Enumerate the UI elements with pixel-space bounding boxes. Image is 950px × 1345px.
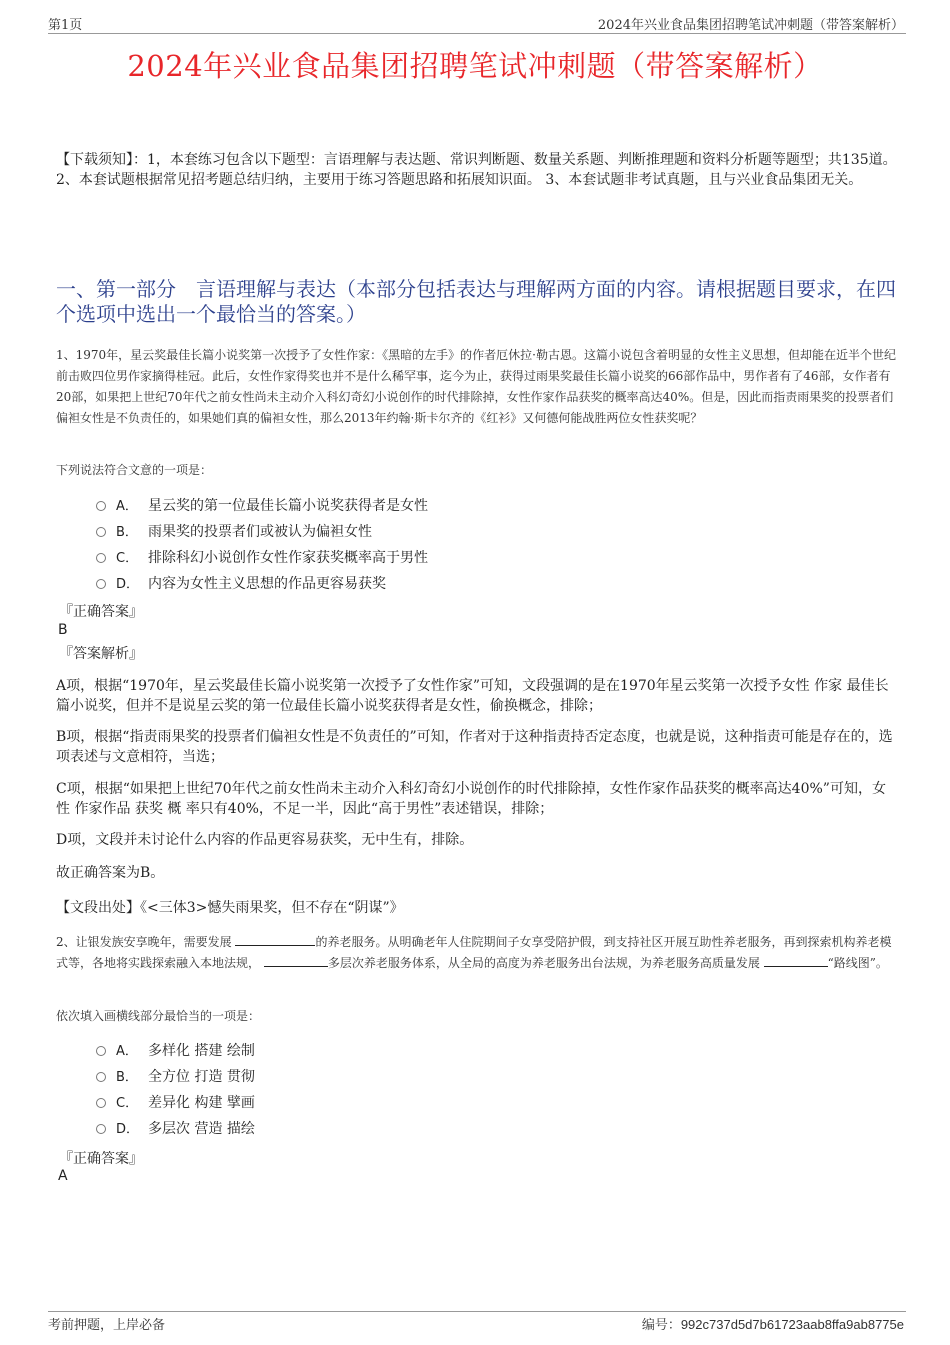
download-notice: 【下载须知】：1，本套练习包含以下题型：言语理解与表达题、常识判断题、数量关系题、判断推理题和资料分析题等题型；共135道。 2、本套试题根据常见招考题总结归纳，主要用于练习答题思路和拓展知识面。 3、本套试题非考试真题，且与兴业食品集团无关。 [56,152,897,188]
q2-passage-part: 多层次养老服务体系，从全局的高度为养老服务出台法规，为养老服务高质量发展 [327,956,764,970]
page-number: 第1页 [48,18,83,33]
radio-icon[interactable] [96,579,106,589]
q1-option-c[interactable] [96,548,428,568]
footer-divider [48,1311,906,1312]
q1-answer: B [58,622,68,638]
q1-conclusion: 故正确答案为B。 [56,865,165,881]
option-letter: A． [116,1044,138,1059]
q2-option-b[interactable] [96,1067,255,1087]
radio-icon[interactable] [96,1098,106,1108]
q2-passage-part: “路线图”。 [827,956,888,970]
option-text: 多样化 搭建 绘制 [148,1043,255,1059]
q1-analysis-a: A项，根据“1970年，星云奖最佳长篇小说奖第一次授予了女性作家”可知，文段强调的是在1970年星云奖第一次授予女性 作家 最佳长篇小说奖，但并不是说星云奖的第一位最佳长篇小说奖获得者是女性，偷换概念，排除； [56,678,889,714]
q2-passage [56,932,901,974]
radio-icon[interactable] [96,1072,106,1082]
radio-icon[interactable] [96,553,106,563]
q1-option-d[interactable] [96,574,386,594]
footer-code-value: 992c737d5d7b61723aab8ffa9ab8775e [680,1317,904,1332]
radio-icon[interactable] [96,1124,106,1134]
option-letter: B． [116,525,138,540]
page-title: 2024年兴业食品集团招聘笔试冲刺题（带答案解析） [127,49,823,83]
q1-analysis-d: D项，文段并未讨论什么内容的作品更容易获奖，无中生有，排除。 [56,832,474,848]
q2-passage-part: 2、让银发族安享晚年，需要发展 [56,935,236,949]
option-letter: C． [116,1096,139,1111]
q1-answer-label: 『正确答案』 [59,604,143,620]
radio-icon[interactable] [96,501,106,511]
radio-icon[interactable] [96,1046,106,1056]
footer-code [642,1314,904,1333]
q2-passage-part: 的养老服务。从明确老年人住院期间子女享受陪护假，到支持社区开展互助性养老服务，再到探索机构养老模式等，各地将实践探索融入本地法规， [56,935,892,970]
q1-passage: 1、1970年，星云奖最佳长篇小说奖第一次授予了女性作家：《黑暗的左手》的作者厄休拉·勒古恩。这篇小说包含着明显的女性主义思想，但却能在近半个世纪前击败四位男作家摘得桂冠。此后，女性作家得奖也并不是什么稀罕事，迄今为止，获得过雨果奖最佳长篇小说奖的66部作品中，男作者有了46部，女作者有20部，如果把上世纪70年代之前女性尚未主动介入科幻奇幻小说创作的时代排除掉，女性作家作品获奖的概率高达40%。但是，因此而指责雨果奖的投票者们偏袒女性是不负责任的，如果她们真的偏袒女性，那么2013年约翰·斯卡尔齐的《红衫》又何德何能战胜两位女性获奖呢？ [56,348,896,425]
q2-prompt: 依次填入画横线部分最恰当的一项是： [56,1009,261,1023]
footer-code-label: 编号： [641,1318,681,1333]
option-text: 星云奖的第一位最佳长篇小说奖获得者是女性 [148,498,428,514]
option-text: 雨果奖的投票者们或被认为偏袒女性 [148,524,372,540]
q1-analysis-c: C项，根据“如果把上世纪70年代之前女性尚未主动介入科幻奇幻小说创作的时代排除掉，女性作家作品获奖的概率高达40%”可知，女性 作家作品 获奖 概 率只有40%，不足一半，因此“高于男性”表述错误，排除； [56,781,886,817]
option-letter: B． [116,1070,138,1085]
q1-prompt: 下列说法符合文意的一项是： [56,463,213,477]
header-doc-title: 2024年兴业食品集团招聘笔试冲刺题（带答案解析） [597,18,904,33]
option-text: 差异化 构建 擘画 [148,1095,255,1111]
option-letter: C． [116,551,139,566]
header-divider [48,33,906,34]
fill-blank-1 [235,933,315,946]
option-text: 全方位 打造 贯彻 [148,1069,255,1085]
radio-icon[interactable] [96,527,106,537]
q2-option-a[interactable] [96,1041,255,1061]
option-letter: D． [116,577,140,592]
q2-answer: A [58,1168,68,1184]
q2-option-c[interactable] [96,1093,255,1113]
fill-blank-3 [764,954,828,967]
q1-analysis-label: 『答案解析』 [59,646,143,662]
fill-blank-2 [264,954,328,967]
section-heading: 一、第一部分 言语理解与表达（本部分包括表达与理解两方面的内容。请根据题目要求，在四个选项中选出一个最恰当的答案。） [56,277,896,326]
q2-option-d[interactable] [96,1119,255,1139]
q1-option-a[interactable] [96,496,428,516]
option-text: 多层次 营造 描绘 [148,1121,255,1137]
q1-option-b[interactable] [96,522,372,542]
q1-source: 【文段出处】《<三体3>憾失雨果奖，但不存在“阴谋”》 [56,900,404,916]
option-text: 排除科幻小说创作女性作家获奖概率高于男性 [148,550,428,566]
option-text: 内容为女性主义思想的作品更容易获奖 [148,576,386,592]
q1-analysis-b: B项，根据“指责雨果奖的投票者们偏袒女性是不负责任的”可知，作者对于这种指责持否定态度，也就是说，这种指责可能是存在的，选项表述与文意相符，当选； [56,729,893,765]
q2-answer-label: 『正确答案』 [59,1151,143,1167]
option-letter: A． [116,499,138,514]
footer-slogan: 考前押题，上岸必备 [48,1318,166,1333]
option-letter: D． [116,1122,140,1137]
